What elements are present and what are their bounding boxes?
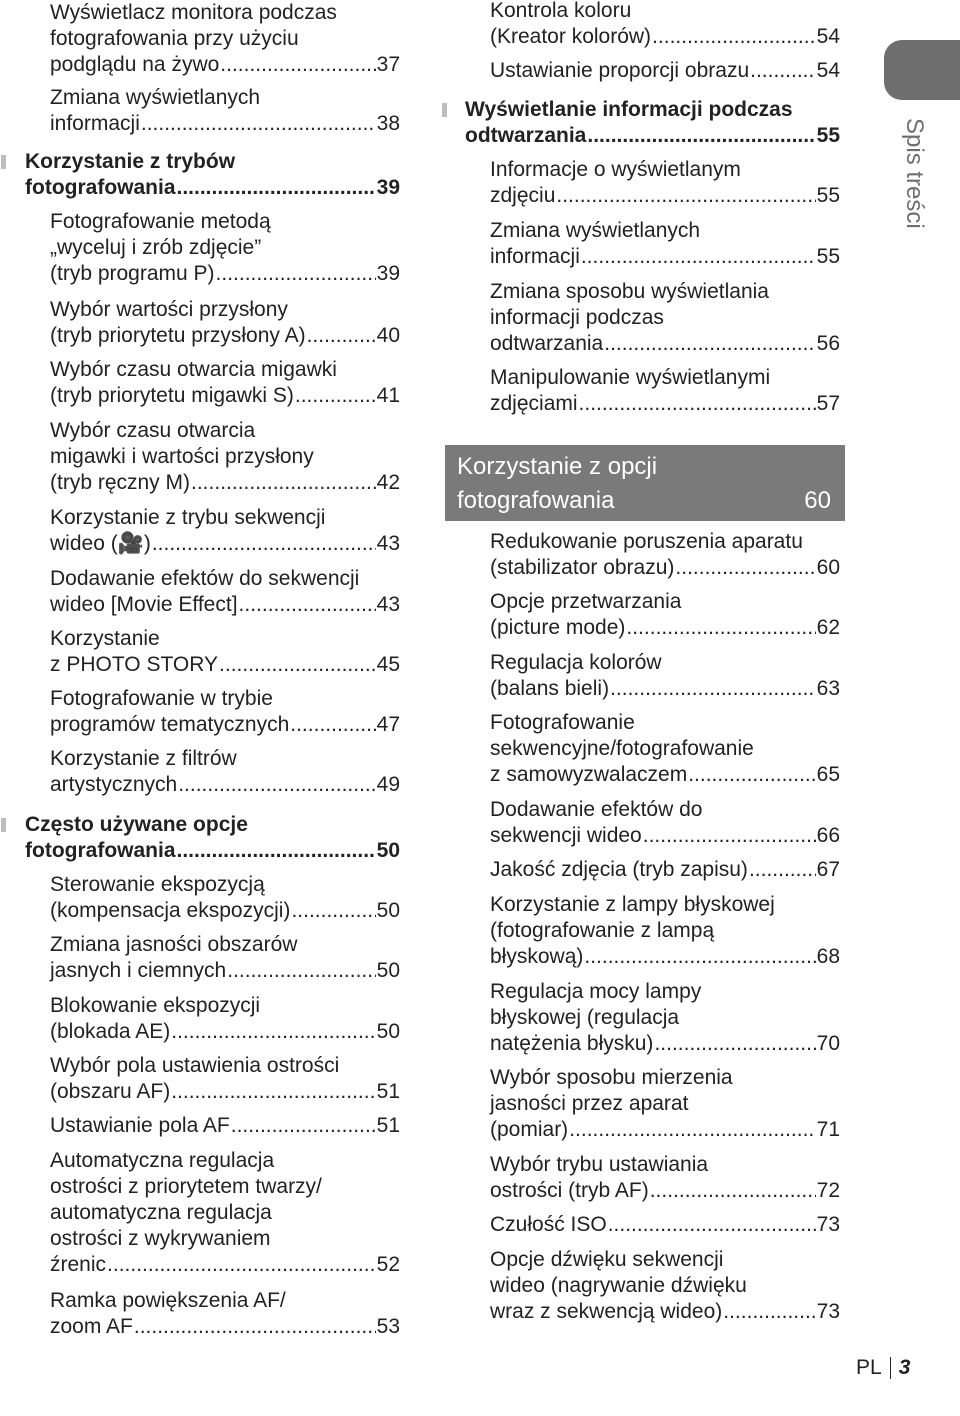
toc-page-number: 39 <box>376 262 400 285</box>
toc-section-entry[interactable] <box>25 149 400 201</box>
toc-entry[interactable] <box>50 418 400 496</box>
dot-leader <box>178 772 375 798</box>
toc-entry-text: zdjęciu <box>490 184 556 207</box>
dot-leader <box>675 555 815 581</box>
toc-entry-final-line <box>490 331 840 357</box>
toc-entry-text: Redukowanie poruszenia aparatu <box>490 530 803 553</box>
toc-entry-final-line <box>50 1079 400 1105</box>
toc-entry-text: Zmiana jasności obszarów <box>50 933 298 956</box>
toc-entry[interactable] <box>50 357 400 409</box>
toc-entry[interactable] <box>490 529 840 581</box>
toc-entry-final-line <box>50 111 400 137</box>
toc-entry[interactable] <box>490 58 840 84</box>
toc-entry-text: Wybór sposobu mierzenia <box>490 1066 733 1089</box>
toc-entry-final-line <box>50 52 400 78</box>
toc-entry-text: (balans bieli) <box>490 677 610 700</box>
toc-entry-text: fotografowania <box>25 176 176 199</box>
toc-entry-text: Wybór czasu otwarcia migawki <box>50 358 337 381</box>
toc-entry-text: (obszaru AF) <box>50 1080 171 1103</box>
chapter-page-number: 60 <box>804 487 831 514</box>
toc-entry-text: sekwencji wideo <box>490 824 642 847</box>
toc-entry-text: Zmiana wyświetlanych <box>50 86 261 109</box>
toc-page-number: 65 <box>816 763 840 786</box>
toc-entry-text: informacji <box>490 245 580 268</box>
toc-entry[interactable] <box>490 365 840 417</box>
toc-entry-final-line <box>25 838 400 864</box>
toc-entry[interactable] <box>490 279 840 357</box>
toc-entry-final-line <box>490 24 840 50</box>
dot-leader <box>650 1178 816 1204</box>
toc-section-entry[interactable] <box>465 97 840 149</box>
toc-entry-final-line <box>50 1019 400 1045</box>
toc-entry-text: źrenic <box>50 1253 107 1276</box>
toc-entry-text: Fotografowanie w trybie <box>50 687 273 710</box>
toc-entry-text: migawki i wartości przysłony <box>50 445 314 468</box>
toc-page-number: 50 <box>376 959 400 982</box>
dot-leader <box>171 1019 375 1045</box>
toc-entry-text: jasności przez aparat <box>490 1092 689 1115</box>
toc-entry[interactable] <box>490 710 840 788</box>
toc-entry-text: Dodawanie efektów do <box>490 798 703 821</box>
toc-entry-text: Wybór czasu otwarcia <box>50 419 256 442</box>
page-footer <box>856 1356 910 1380</box>
toc-page-number: 73 <box>816 1213 840 1236</box>
toc-entry-text: Wybór pola ustawienia ostrości <box>50 1054 340 1077</box>
toc-entry-text: „wyceluj i zrób zdjęcie” <box>50 236 262 259</box>
toc-entry-text: Korzystanie <box>50 627 160 650</box>
toc-entry-text: (Kreator kolorów) <box>490 25 652 48</box>
toc-entry-final-line <box>490 857 840 883</box>
toc-entry-text: (pomiar) <box>490 1118 569 1141</box>
dot-leader <box>231 1113 376 1139</box>
toc-entry-text: zoom AF <box>50 1315 133 1338</box>
toc-page-number: 72 <box>816 1179 840 1202</box>
toc-page-number: 52 <box>376 1253 400 1276</box>
toc-page-number: 73 <box>816 1300 840 1323</box>
toc-entry-final-line <box>50 1252 400 1278</box>
toc-entry-final-line <box>490 944 840 970</box>
toc-page-number: 42 <box>376 471 400 494</box>
toc-entry-text: podglądu na żywo <box>50 53 220 76</box>
toc-entry-final-line <box>50 712 400 738</box>
toc-entry-final-line <box>50 531 400 557</box>
toc-entry-final-line <box>50 261 400 287</box>
chapter-heading[interactable] <box>445 445 845 521</box>
dot-leader <box>608 1212 816 1238</box>
toc-entry-final-line <box>490 244 840 270</box>
chapter-title-line2: fotografowania <box>457 487 615 514</box>
dot-leader <box>171 1079 375 1105</box>
toc-entry-final-line <box>490 1299 840 1325</box>
toc-page-number: 62 <box>816 616 840 639</box>
side-tab-text: Spis treści <box>901 118 928 229</box>
toc-entry-text: Często używane opcje <box>25 813 248 836</box>
toc-entry-text: (stabilizator obrazu) <box>490 556 675 579</box>
toc-page-number: 55 <box>816 245 840 268</box>
toc-entry-text: (tryb programu P) <box>50 262 215 285</box>
chapter-title-line1: Korzystanie z opcji <box>457 453 658 480</box>
toc-entry-text: Fotografowanie <box>490 711 635 734</box>
toc-entry[interactable] <box>50 932 400 984</box>
dot-leader <box>177 838 376 864</box>
toc-page-number: 45 <box>376 653 400 676</box>
toc-entry-final-line <box>50 323 400 349</box>
footer-divider <box>890 1357 891 1379</box>
toc-page-number: 56 <box>816 332 840 355</box>
side-tab-label <box>900 118 930 258</box>
toc-entry[interactable] <box>50 1113 400 1139</box>
dot-leader <box>688 762 815 788</box>
dot-leader <box>587 123 815 149</box>
toc-entry-final-line <box>490 823 840 849</box>
toc-page-number: 38 <box>376 112 400 135</box>
toc-entry[interactable] <box>50 626 400 678</box>
toc-entry-text: wideo [Movie Effect] <box>50 593 238 616</box>
toc-entry-text: Regulacja kolorów <box>490 651 662 674</box>
dot-leader <box>750 58 816 84</box>
toc-entry-final-line <box>490 1178 840 1204</box>
toc-entry-text: artystycznych <box>50 773 178 796</box>
toc-page-number: 63 <box>816 677 840 700</box>
toc-entry[interactable] <box>50 505 400 557</box>
toc-entry-text: Fotografowanie metodą <box>50 210 271 233</box>
toc-entry-text: (tryb ręczny M) <box>50 471 191 494</box>
language-code: PL <box>856 1356 882 1379</box>
toc-entry-text: wideo (🎥) <box>50 532 151 555</box>
toc-entry-final-line <box>50 652 400 678</box>
toc-entry-text: Czułość ISO <box>490 1213 607 1236</box>
toc-entry-final-line <box>50 898 400 924</box>
toc-page-number: 54 <box>816 25 840 48</box>
toc-entry-text: Wybór wartości przysłony <box>50 298 288 321</box>
toc-entry-text: (picture mode) <box>490 616 626 639</box>
dot-leader <box>219 652 376 678</box>
toc-entry[interactable] <box>50 872 400 924</box>
toc-page-number: 71 <box>816 1118 840 1141</box>
toc-entry-text: odtwarzania <box>490 332 604 355</box>
toc-entry-text: informacji <box>50 112 140 135</box>
toc-entry-text: Regulacja mocy lampy <box>490 980 702 1003</box>
toc-entry[interactable] <box>50 0 400 78</box>
toc-entry-final-line <box>465 123 840 149</box>
toc-entry[interactable] <box>490 157 840 209</box>
toc-entry-text: Jakość zdjęcia (tryb zapisu) <box>490 858 748 881</box>
toc-page-number: 55 <box>816 184 840 207</box>
toc-entry-text: zdjęciami <box>490 392 578 415</box>
toc-entry-text: Korzystanie z trybu sekwencji <box>50 506 326 529</box>
toc-entry-final-line <box>50 1314 400 1340</box>
dot-leader <box>291 898 375 924</box>
toc-entry-final-line <box>490 391 840 417</box>
toc-page-number: 50 <box>376 1020 400 1043</box>
toc-page-number: 55 <box>816 124 840 147</box>
toc-page-number: 49 <box>376 773 400 796</box>
toc-entry[interactable] <box>490 650 840 702</box>
dot-leader <box>579 391 816 417</box>
toc-page-number: 51 <box>376 1114 400 1137</box>
dot-leader <box>652 24 816 50</box>
dot-leader <box>107 1252 376 1278</box>
toc-entry-text: Wybór trybu ustawiania <box>490 1153 709 1176</box>
toc-entry[interactable] <box>50 746 400 798</box>
toc-entry-text: Kontrola koloru <box>490 0 632 22</box>
toc-page-number: 66 <box>816 824 840 847</box>
toc-page-number: 43 <box>376 593 400 616</box>
toc-page-number: 68 <box>816 945 840 968</box>
toc-entry-text: Zmiana sposobu wyświetlania <box>490 280 769 303</box>
toc-entry-text: wideo (nagrywanie dźwięku <box>490 1274 747 1297</box>
toc-page-number: 50 <box>376 899 400 922</box>
toc-entry-text: Sterowanie ekspozycją <box>50 873 265 896</box>
toc-entry-text: Korzystanie z trybów <box>25 150 236 173</box>
toc-entry-final-line <box>50 772 400 798</box>
toc-entry-text: (fotografowanie z lampą <box>490 919 715 942</box>
toc-entry[interactable] <box>490 857 840 883</box>
toc-entry-text: Opcje dźwięku sekwencji <box>490 1248 724 1271</box>
toc-entry-text: ostrości z priorytetem twarzy/ <box>50 1175 322 1198</box>
dot-leader <box>626 615 815 641</box>
dot-leader <box>220 52 375 78</box>
toc-entry-final-line <box>50 383 400 409</box>
toc-entry-final-line <box>50 958 400 984</box>
dot-leader <box>584 944 815 970</box>
toc-entry-text: Zmiana wyświetlanych <box>490 219 701 242</box>
toc-page-number: 51 <box>376 1080 400 1103</box>
toc-page-number: 39 <box>376 176 400 199</box>
toc-entry-text: ostrości z wykrywaniem <box>50 1227 271 1250</box>
toc-page-number: 47 <box>376 713 400 736</box>
dot-leader <box>177 175 376 201</box>
toc-entry[interactable] <box>490 979 840 1057</box>
dot-leader <box>134 1314 376 1340</box>
toc-entry-final-line <box>490 762 840 788</box>
toc-entry-text: programów tematycznych <box>50 713 290 736</box>
dot-leader <box>723 1299 815 1325</box>
toc-entry-final-line <box>490 555 840 581</box>
toc-entry-text: Ustawianie proporcji obrazu <box>490 59 750 82</box>
dot-leader <box>290 712 375 738</box>
section-marker <box>442 103 447 117</box>
dot-leader <box>610 676 816 702</box>
toc-entry-text: Informacje o wyświetlanym <box>490 158 741 181</box>
toc-entry-text: Wyświetlanie informacji podczas <box>465 98 793 121</box>
toc-entry[interactable] <box>50 1148 400 1278</box>
dot-leader <box>191 470 376 496</box>
dot-leader <box>556 183 815 209</box>
toc-page-number: 60 <box>816 556 840 579</box>
toc-entry-text: automatyczna regulacja <box>50 1201 272 1224</box>
toc-page-number: 70 <box>816 1032 840 1055</box>
toc-entry-final-line <box>50 592 400 618</box>
toc-entry-text: Dodawanie efektów do sekwencji <box>50 567 360 590</box>
toc-entry-text: Opcje przetwarzania <box>490 590 682 613</box>
toc-entry-final-line <box>50 470 400 496</box>
dot-leader <box>307 323 376 349</box>
toc-entry-text: Ramka powiększenia AF/ <box>50 1289 286 1312</box>
toc-page-number: 41 <box>376 384 400 407</box>
toc-entry-text: wraz z sekwencją wideo) <box>490 1300 723 1323</box>
toc-entry-text: informacji podczas <box>490 306 664 329</box>
toc-entry[interactable] <box>490 589 840 641</box>
toc-entry[interactable] <box>50 566 400 618</box>
dot-leader <box>141 111 376 137</box>
toc-entry-text: natężenia błysku) <box>490 1032 654 1055</box>
dot-leader <box>643 823 816 849</box>
dot-leader <box>216 261 376 287</box>
toc-page-number: 53 <box>376 1315 400 1338</box>
toc-page-number: 50 <box>376 839 400 862</box>
toc-entry-text: Manipulowanie wyświetlanymi <box>490 366 771 389</box>
toc-entry-text: fotografowania przy użyciu <box>50 27 299 50</box>
toc-entry-final-line <box>50 1113 400 1139</box>
toc-page-number: 43 <box>376 532 400 555</box>
toc-entry-text: Blokowanie ekspozycji <box>50 994 261 1017</box>
toc-page-number: 54 <box>816 59 840 82</box>
dot-leader <box>152 531 376 557</box>
toc-entry-final-line <box>490 1117 840 1143</box>
toc-entry-final-line <box>490 1031 840 1057</box>
dot-leader <box>239 592 376 618</box>
page-number: 3 <box>898 1356 911 1379</box>
toc-entry-text: ostrości (tryb AF) <box>490 1179 649 1202</box>
toc-entry-final-line <box>25 175 400 201</box>
toc-entry[interactable] <box>50 686 400 738</box>
toc-entry-text: Korzystanie z filtrów <box>50 747 237 770</box>
toc-entry-text: odtwarzania <box>465 124 587 147</box>
toc-entry-final-line <box>490 183 840 209</box>
toc-entry-text: z samowyzwalaczem <box>490 763 688 786</box>
section-marker <box>1 818 6 832</box>
toc-entry[interactable] <box>50 993 400 1045</box>
toc-entry-text: błyskową) <box>490 945 584 968</box>
toc-entry[interactable] <box>490 1065 840 1143</box>
toc-entry-text: jasnych i ciemnych <box>50 959 227 982</box>
dot-leader <box>749 857 816 883</box>
toc-entry[interactable] <box>50 297 400 349</box>
toc-entry-final-line <box>490 676 840 702</box>
toc-entry-text: (kompensacja ekspozycji) <box>50 899 291 922</box>
dot-leader <box>654 1031 815 1057</box>
toc-entry-text: fotografowania <box>25 839 176 862</box>
toc-entry-text: Ustawianie pola AF <box>50 1114 230 1137</box>
toc-entry-final-line <box>490 58 840 84</box>
toc-entry[interactable] <box>50 1288 400 1340</box>
toc-entry-final-line <box>490 615 840 641</box>
side-tab-marker <box>884 40 960 100</box>
toc-entry-text: (tryb priorytetu migawki S) <box>50 384 294 407</box>
toc-entry[interactable] <box>490 218 840 270</box>
dot-leader <box>604 331 815 357</box>
toc-entry-text: Wyświetlacz monitora podczas <box>50 1 337 24</box>
dot-leader <box>581 244 816 270</box>
toc-entry[interactable] <box>490 797 840 849</box>
toc-entry-text: (tryb priorytetu przysłony A) <box>50 324 306 347</box>
toc-entry[interactable] <box>490 892 840 970</box>
toc-page-number: 67 <box>816 858 840 881</box>
toc-entry-text: Automatyczna regulacja <box>50 1149 275 1172</box>
toc-page-number: 40 <box>376 324 400 347</box>
dot-leader <box>569 1117 815 1143</box>
section-marker <box>1 155 6 169</box>
toc-entry[interactable] <box>50 1053 400 1105</box>
toc-entry[interactable] <box>490 1152 840 1204</box>
toc-entry[interactable] <box>50 209 400 287</box>
toc-entry-text: błyskowej (regulacja <box>490 1006 680 1029</box>
toc-entry[interactable] <box>490 0 840 50</box>
toc-page-number: 57 <box>816 392 840 415</box>
toc-entry-text: sekwencyjne/fotografowanie <box>490 737 754 760</box>
dot-leader <box>295 383 376 409</box>
toc-entry[interactable] <box>50 85 400 137</box>
toc-entry[interactable] <box>490 1247 840 1325</box>
toc-entry-text: (blokada AE) <box>50 1020 171 1043</box>
toc-entry-final-line <box>490 1212 840 1238</box>
toc-section-entry[interactable] <box>25 812 400 864</box>
toc-entry-text: z PHOTO STORY <box>50 653 219 676</box>
toc-entry[interactable] <box>490 1212 840 1238</box>
dot-leader <box>227 958 375 984</box>
toc-page-number: 37 <box>376 53 400 76</box>
toc-entry-text: Korzystanie z lampy błyskowej <box>490 893 775 916</box>
